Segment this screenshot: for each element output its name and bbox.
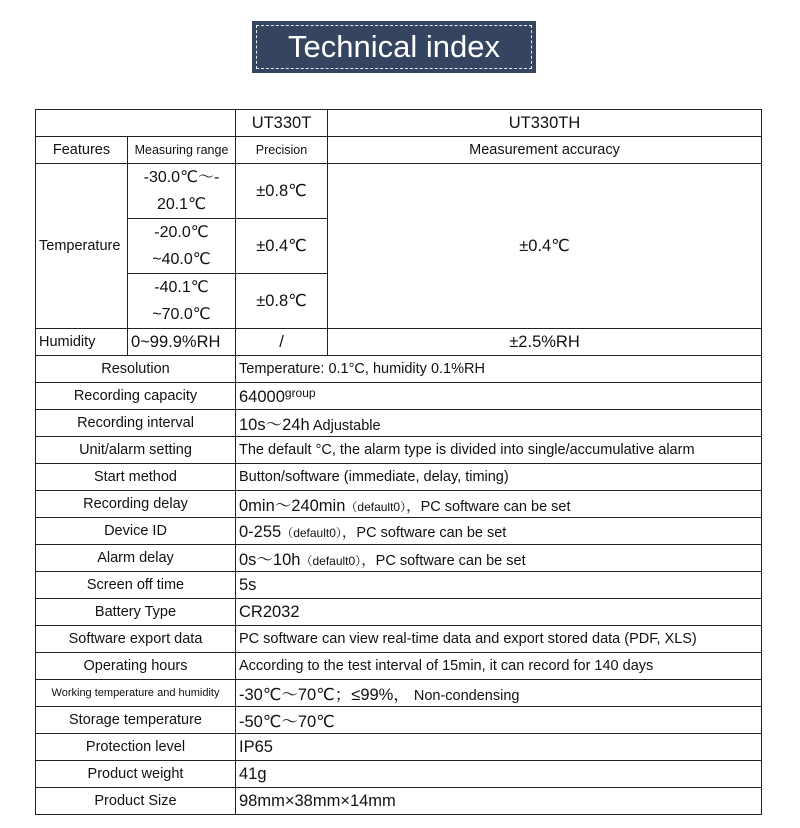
table-row: [36, 356, 762, 383]
spec-label: Alarm delay: [36, 545, 236, 572]
spec-value: Button/software (immediate, delay, timing): [236, 464, 762, 491]
humidity-label: Humidity: [36, 329, 128, 356]
spec-value: [236, 518, 762, 545]
working-env-note: Non-condensing: [413, 688, 520, 704]
model-ut330t: UT330T: [236, 110, 328, 137]
table-row: [36, 464, 762, 491]
table-row: [36, 410, 762, 437]
recording-delay-note: ，PC software can be set: [406, 499, 571, 515]
table-row: [36, 491, 762, 518]
spec-value: [236, 680, 762, 707]
table-row: [36, 680, 762, 707]
interval-suffix: Adjustable: [309, 418, 381, 434]
spec-value: PC software can view real-time data and export stored data (PDF, XLS): [236, 626, 762, 653]
table-row: [36, 518, 762, 545]
spec-value: -50℃～70℃: [236, 707, 762, 734]
spec-label: Software export data: [36, 626, 236, 653]
table-row: [36, 164, 762, 219]
spec-label: Device ID: [36, 518, 236, 545]
recording-delay-default: （default0）: [345, 500, 407, 514]
spec-value: 5s: [236, 572, 762, 599]
humidity-range: 0~99.9%RH: [128, 329, 236, 356]
spec-value: [236, 383, 762, 410]
alarm-delay-default: （default0）: [300, 554, 362, 568]
spec-label: Recording delay: [36, 491, 236, 518]
spec-value: [236, 410, 762, 437]
spec-label: Product Size: [36, 788, 236, 815]
temp-range-2-line1: -20.0℃: [154, 224, 209, 241]
table-row: [36, 788, 762, 815]
precision-header: Precision: [236, 137, 328, 164]
page-title: Technical index: [256, 25, 532, 69]
temp-range-3: [128, 274, 236, 329]
accuracy-header: Measurement accuracy: [328, 137, 762, 164]
spec-label: Unit/alarm setting: [36, 437, 236, 464]
interval-value: 10s～24h: [239, 416, 310, 434]
table-row: [36, 572, 762, 599]
table-row: [36, 761, 762, 788]
spec-label: Battery Type: [36, 599, 236, 626]
temp-precision-3: ±0.8℃: [236, 274, 328, 329]
humidity-accuracy: ±2.5%RH: [328, 329, 762, 356]
spec-label: Recording capacity: [36, 383, 236, 410]
table-row: [36, 137, 762, 164]
working-env-value: -30℃～70℃；≤99%，: [239, 686, 410, 704]
temp-range-2-line2: ~40.0℃: [152, 251, 211, 268]
spec-label: Working temperature and humidity: [36, 680, 236, 707]
table-row: [36, 383, 762, 410]
spec-label: Screen off time: [36, 572, 236, 599]
table-row: [36, 437, 762, 464]
spec-label: Start method: [36, 464, 236, 491]
table-row: [36, 707, 762, 734]
spec-value: Temperature: 0.1°C, humidity 0.1%RH: [236, 356, 762, 383]
temperature-label: Temperature: [36, 164, 128, 329]
title-banner: [252, 21, 536, 73]
capacity-unit: group: [284, 385, 316, 400]
spec-value: CR2032: [236, 599, 762, 626]
table-row: [36, 110, 762, 137]
device-id-note: ，PC software can be set: [341, 524, 507, 541]
spec-value: [236, 545, 762, 572]
spec-value: According to the test interval of 15min, it can record for 140 days: [236, 653, 762, 680]
model-ut330th: UT330TH: [328, 110, 762, 137]
table-row: [36, 653, 762, 680]
temp-range-1: [128, 164, 236, 219]
alarm-delay-value: 0s～10h: [239, 551, 301, 569]
table-row: [36, 599, 762, 626]
table-row: [36, 626, 762, 653]
table-row: [36, 329, 762, 356]
spec-label: Storage temperature: [36, 707, 236, 734]
spec-table: [35, 109, 762, 815]
spec-value: [236, 491, 762, 518]
device-id-value: 0-255: [239, 522, 282, 541]
spec-label: Operating hours: [36, 653, 236, 680]
temp-range-1-line2: 20.1℃: [156, 196, 207, 213]
temp-precision-1: ±0.8℃: [236, 164, 328, 219]
table-row: [36, 734, 762, 761]
table-row: [36, 545, 762, 572]
temp-range-2: [128, 219, 236, 274]
spec-value: 41g: [236, 761, 762, 788]
temp-range-3-line1: -40.1℃: [154, 279, 209, 296]
spec-label: Recording interval: [36, 410, 236, 437]
temp-accuracy: ±0.4℃: [328, 164, 762, 329]
spec-label: Product weight: [36, 761, 236, 788]
recording-delay-value: 0min～240min: [239, 497, 346, 515]
spec-value: 98mm×38mm×14mm: [236, 788, 762, 815]
temp-range-1-line1: -30.0℃～-: [143, 169, 220, 186]
device-id-default: （default0）: [281, 525, 342, 540]
spec-label: Resolution: [36, 356, 236, 383]
spec-value: IP65: [236, 734, 762, 761]
features-header: Features: [36, 137, 128, 164]
capacity-value: 64000: [239, 387, 285, 406]
empty-header-cell: [36, 110, 236, 137]
temp-range-3-line2: ~70.0℃: [152, 306, 211, 323]
measuring-range-header: Measuring range: [128, 137, 236, 164]
spec-value: The default °C, the alarm type is divided into single/accumulative alarm: [236, 437, 762, 464]
temp-precision-2: ±0.4℃: [236, 219, 328, 274]
humidity-precision: /: [236, 329, 328, 356]
spec-label: Protection level: [36, 734, 236, 761]
alarm-delay-note: ，PC software can be set: [361, 553, 526, 569]
